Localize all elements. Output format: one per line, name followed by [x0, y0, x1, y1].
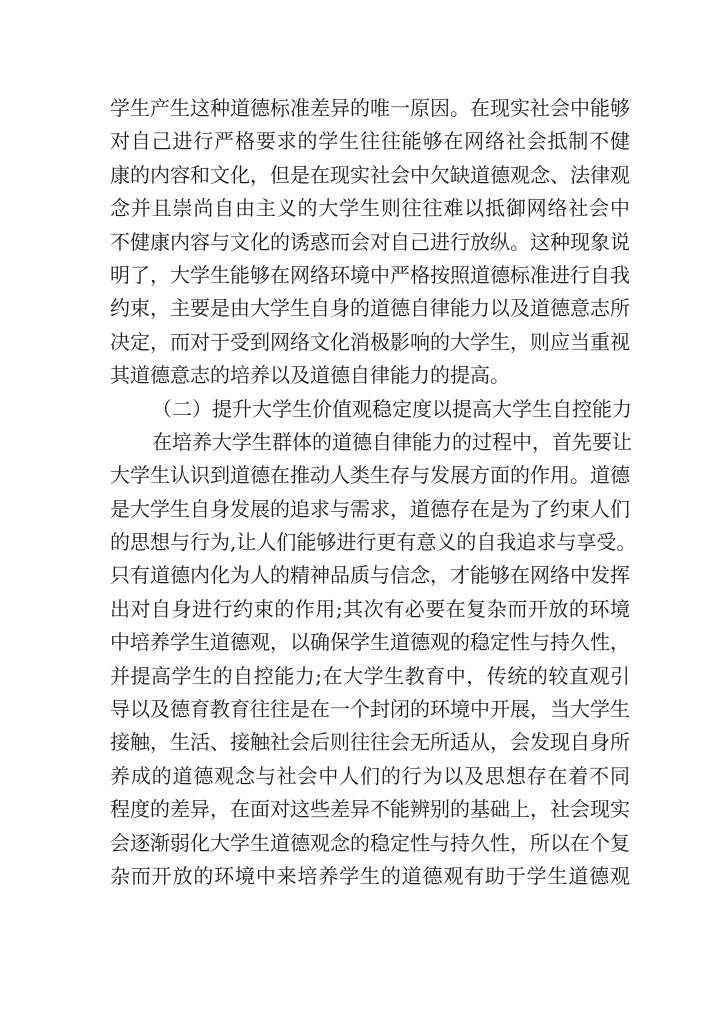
section-heading: （二）提升大学生价值观稳定度以提高大学生自控能力: [152, 396, 632, 421]
text-line: 并提高学生的自控能力;在大学生教育中，传统的较直观引: [110, 663, 630, 688]
text-line: 杂而开放的环境中来培养学生的道德观有助于学生道德观: [110, 863, 630, 888]
text-line: 只有道德内化为人的精神品质与信念，才能够在网络中发挥: [110, 563, 630, 588]
text-line: 程度的差异，在面对这些差异不能辨别的基础上，社会现实: [110, 797, 630, 822]
text-line: 学生产生这种道德标准差异的唯一原因。在现实社会中能够: [110, 96, 630, 120]
text-line: 约束，主要是由大学生自身的道德自律能力以及道德意志所: [110, 296, 630, 321]
text-line: 念并且崇尚自由主义的大学生则往往难以抵御网络社会中: [110, 196, 630, 221]
text-line: 中培养学生道德观，以确保学生道德观的稳定性与持久性，: [110, 630, 630, 655]
text-line: 康的内容和文化，但是在现实社会中欠缺道德观念、法律观: [110, 162, 630, 187]
text-line: 出对自身进行约束的作用;其次有必要在复杂而开放的环境: [110, 596, 630, 621]
text-line: 大学生认识到道德在推动人类生存与发展方面的作用。道德: [110, 463, 630, 488]
text-line: 接触，生活、接触社会后则往往会无所适从，会发现自身所: [110, 730, 630, 755]
text-line: 对自己进行严格要求的学生往往能够在网络社会抵制不健: [110, 129, 630, 154]
text-line: 的思想与行为,让人们能够进行更有意义的自我追求与享受。: [110, 530, 637, 555]
text-line: 明了，大学生能够在网络环境中严格按照道德标准进行自我: [110, 262, 630, 287]
text-line: 不健康内容与文化的诱惑而会对自己进行放纵。这种现象说: [110, 229, 630, 254]
paragraph-2: [110, 426, 637, 893]
text-line: 其道德意志的培养以及道德自律能力的提高。: [110, 363, 510, 388]
paragraph-1: [110, 92, 630, 393]
text-line: 会逐渐弱化大学生道德观念的稳定性与持久性，所以在个复: [110, 830, 630, 855]
text-line: 决定，而对于受到网络文化消极影响的大学生，则应当重视: [110, 329, 630, 354]
text-line: 在培养大学生群体的道德自律能力的过程中，首先要让: [152, 429, 632, 454]
text-line: 养成的道德观念与社会中人们的行为以及思想存在着不同: [110, 763, 630, 788]
body-text: [110, 92, 637, 893]
text-line: 导以及德育教育往往是在一个封闭的环境中开展，当大学生: [110, 697, 630, 722]
text-line: 是大学生自身发展的追求与需求，道德存在是为了约束人们: [110, 496, 630, 521]
